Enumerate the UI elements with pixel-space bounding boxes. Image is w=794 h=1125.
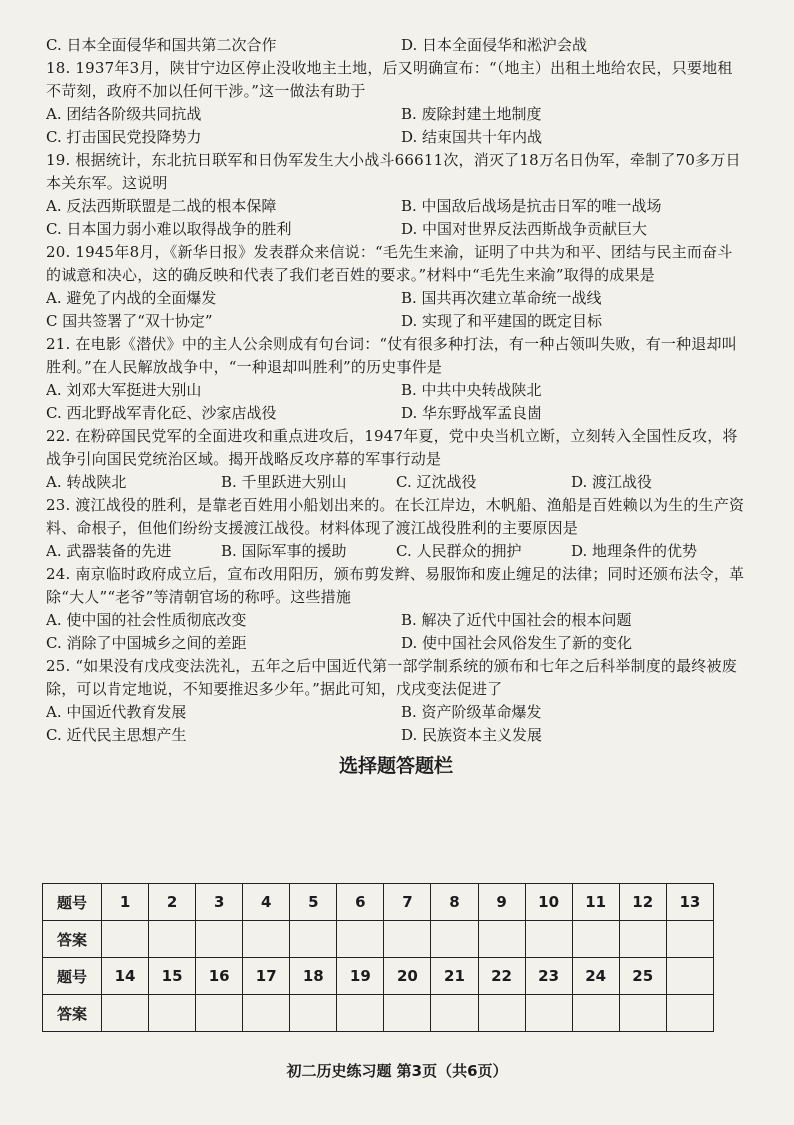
question-number: 5 (290, 884, 337, 921)
number-label: 题号 (43, 884, 102, 921)
question-number: 10 (525, 884, 572, 921)
answer-cell[interactable] (572, 995, 619, 1032)
question-number: 25 (619, 958, 666, 995)
option-d[interactable]: D. 日本全面侵华和淞沪会战 (401, 36, 588, 54)
answer-number-row-2 (43, 958, 714, 995)
q20-options-ab (46, 287, 746, 310)
q19-options-cd (46, 218, 746, 241)
option-c[interactable]: C. 日本全面侵华和国共第二次合作 (46, 36, 277, 54)
option-d[interactable]: D. 民族资本主义发展 (401, 726, 543, 744)
option-c[interactable]: C. 打击国民党投降势力 (46, 128, 202, 146)
answer-row-1 (43, 921, 714, 958)
answer-cell[interactable] (149, 995, 196, 1032)
answer-cell[interactable] (619, 995, 666, 1032)
answer-cell[interactable] (478, 921, 525, 958)
q20-options-cd (46, 310, 746, 333)
q24-options-ab (46, 609, 746, 632)
answer-cell[interactable] (619, 921, 666, 958)
q17-options-cd (46, 34, 746, 57)
option-d[interactable]: D. 使中国社会风俗发生了新的变化 (401, 634, 633, 652)
q25-options-cd (46, 724, 746, 747)
q19-stem: 19. 根据统计，东北抗日联军和日伪军发生大小战斗66611次，消灭了18万名日伪军，牵制了70多万日本关东军。这说明 (46, 151, 741, 192)
answer-cell[interactable] (102, 921, 149, 958)
question-number: 24 (572, 958, 619, 995)
answer-cell[interactable] (666, 995, 713, 1032)
question-number: 17 (243, 958, 290, 995)
option-a[interactable]: A. 使中国的社会性质彻底改变 (46, 611, 247, 629)
option-c[interactable]: C. 人民群众的拥护 (396, 542, 522, 560)
q24-options-cd (46, 632, 746, 655)
answer-number-row-1 (43, 884, 714, 921)
question-number: 12 (619, 884, 666, 921)
option-a[interactable]: A. 武器装备的先进 (46, 542, 172, 560)
q23-options (46, 540, 746, 563)
option-c[interactable]: C. 西北野战军青化砭、沙家店战役 (46, 404, 277, 422)
answer-cell[interactable] (243, 995, 290, 1032)
answer-cell[interactable] (290, 995, 337, 1032)
question-number: 7 (384, 884, 431, 921)
question-number: 8 (431, 884, 478, 921)
question-number: 6 (337, 884, 384, 921)
question-number: 3 (196, 884, 243, 921)
question-number: 11 (572, 884, 619, 921)
q18-options-ab (46, 103, 746, 126)
question-number: 19 (337, 958, 384, 995)
question-number: 15 (149, 958, 196, 995)
option-c[interactable]: C. 近代民主思想产生 (46, 726, 187, 744)
option-c[interactable]: C. 消除了中国城乡之间的差距 (46, 634, 247, 652)
q18-stem: 18. 1937年3月，陕甘宁边区停止没收地主土地，后又明确宣布：“（地主）出租土地给农民，只要地租不苛刻，政府不加以任何干涉。”这一做法有助于 (46, 59, 733, 100)
option-b[interactable]: B. 解决了近代中国社会的根本问题 (401, 611, 632, 629)
answer-label: 答案 (43, 921, 102, 958)
answer-cell[interactable] (431, 995, 478, 1032)
question-number: 13 (666, 884, 713, 921)
option-c[interactable]: C. 辽沈战役 (396, 473, 477, 491)
question-number: 18 (290, 958, 337, 995)
answer-cell[interactable] (243, 921, 290, 958)
question-number: 4 (243, 884, 290, 921)
answer-cell[interactable] (102, 995, 149, 1032)
option-d[interactable]: D. 实现了和平建国的既定目标 (401, 312, 603, 330)
page-footer: 初二历史练习题 第3页（共6页） (286, 1062, 508, 1080)
answer-cell[interactable] (337, 995, 384, 1032)
option-b[interactable]: B. 资产阶级革命爆发 (401, 703, 542, 721)
option-a[interactable]: A. 刘邓大军挺进大别山 (46, 381, 202, 399)
answer-cell[interactable] (384, 921, 431, 958)
question-number: 16 (196, 958, 243, 995)
option-b[interactable]: B. 废除封建土地制度 (401, 105, 542, 123)
answer-cell[interactable] (196, 921, 243, 958)
option-d[interactable]: D. 结束国共十年内战 (401, 128, 543, 146)
q19-options-ab (46, 195, 746, 218)
question-number (666, 958, 713, 995)
option-d[interactable]: D. 地理条件的优势 (571, 542, 698, 560)
question-number: 14 (102, 958, 149, 995)
q25-stem: 25. “如果没有戊戌变法洗礼，五年之后中国近代第一部学制系统的颁布和七年之后科举制度的最终被废除，可以肯定地说，不知要推迟多少年。”据此可知，戊戌变法促进了 (46, 657, 737, 698)
q23-stem: 23. 渡江战役的胜利，是靠老百姓用小船划出来的。在长江岸边，木帆船、渔船是百姓赖以为生的生产资料、命根子，但他们纷纷支援渡江战役。材料体现了渡江战役胜利的主要原因是 (46, 496, 745, 537)
option-c[interactable]: C 国共签署了“双十协定” (46, 312, 213, 330)
q21-options-ab (46, 379, 746, 402)
answer-cell[interactable] (149, 921, 196, 958)
option-a[interactable]: A. 转战陕北 (46, 473, 127, 491)
option-a[interactable]: A. 团结各阶级共同抗战 (46, 105, 202, 123)
answer-label: 答案 (43, 995, 102, 1032)
answer-cell[interactable] (478, 995, 525, 1032)
answer-section-title: 选择题答题栏 (338, 755, 453, 777)
question-number: 20 (384, 958, 431, 995)
q20-stem: 20. 1945年8月，《新华日报》发表群众来信说：“毛先生来渝，证明了中共为和平、团结与民主而奋斗的诚意和决心，这的确反映和代表了我们老百姓的要求。”材料中“毛先生来渝”取得的成果是 (46, 243, 733, 284)
answer-cell[interactable] (384, 995, 431, 1032)
answer-cell[interactable] (290, 921, 337, 958)
q25-options-ab (46, 701, 746, 724)
question-number: 23 (525, 958, 572, 995)
number-label: 题号 (43, 958, 102, 995)
option-b[interactable]: B. 中国敌后战场是抗击日军的唯一战场 (401, 197, 662, 215)
q21-options-cd (46, 402, 746, 425)
answer-cell[interactable] (666, 921, 713, 958)
option-a[interactable]: A. 反法西斯联盟是二战的根本保障 (46, 197, 277, 215)
option-c[interactable]: C. 日本国力弱小难以取得战争的胜利 (46, 220, 292, 238)
answer-cell[interactable] (572, 921, 619, 958)
option-a[interactable]: A. 中国近代教育发展 (46, 703, 187, 721)
answer-cell[interactable] (431, 921, 478, 958)
option-a[interactable]: A. 避免了内战的全面爆发 (46, 289, 217, 307)
q18-options-cd (46, 126, 746, 149)
q22-stem: 22. 在粉碎国民党军的全面进攻和重点进攻后，1947年夏，党中央当机立断，立刻转入全国性反攻，将战争引向国民党统治区域。揭开战略反攻序幕的军事行动是 (46, 427, 738, 468)
option-d[interactable]: D. 渡江战役 (571, 473, 653, 491)
question-number: 1 (102, 884, 149, 921)
answer-cell[interactable] (196, 995, 243, 1032)
option-b[interactable]: B. 千里跃进大别山 (221, 473, 347, 491)
question-number: 21 (431, 958, 478, 995)
option-b[interactable]: B. 中共中央转战陕北 (401, 381, 542, 399)
option-d[interactable]: D. 华东野战军孟良崮 (401, 404, 543, 422)
answer-table (42, 883, 714, 1032)
answer-cell[interactable] (337, 921, 384, 958)
answer-cell[interactable] (525, 921, 572, 958)
option-d[interactable]: D. 中国对世界反法西斯战争贡献巨大 (401, 220, 648, 238)
q21-stem: 21. 在电影《潜伏》中的主人公余则成有句台词：“仗有很多种打法，有一种占领叫失败，有一种退却叫胜利。”在人民解放战争中，“一种退却叫胜利”的历史事件是 (46, 335, 737, 376)
q22-options (46, 471, 746, 494)
question-number: 9 (478, 884, 525, 921)
answer-row-2 (43, 995, 714, 1032)
question-number: 2 (149, 884, 196, 921)
answer-cell[interactable] (525, 995, 572, 1032)
q24-stem: 24. 南京临时政府成立后，宣布改用阳历，颁布剪发辫、易服饰和废止缠足的法律；同时还颁布法令，革除“大人”“老爷”等清朝官场的称呼。这些措施 (46, 565, 745, 606)
option-b[interactable]: B. 国际军事的援助 (221, 542, 347, 560)
option-b[interactable]: B. 国共再次建立革命统一战线 (401, 289, 602, 307)
question-number: 22 (478, 958, 525, 995)
question-area (46, 34, 746, 781)
